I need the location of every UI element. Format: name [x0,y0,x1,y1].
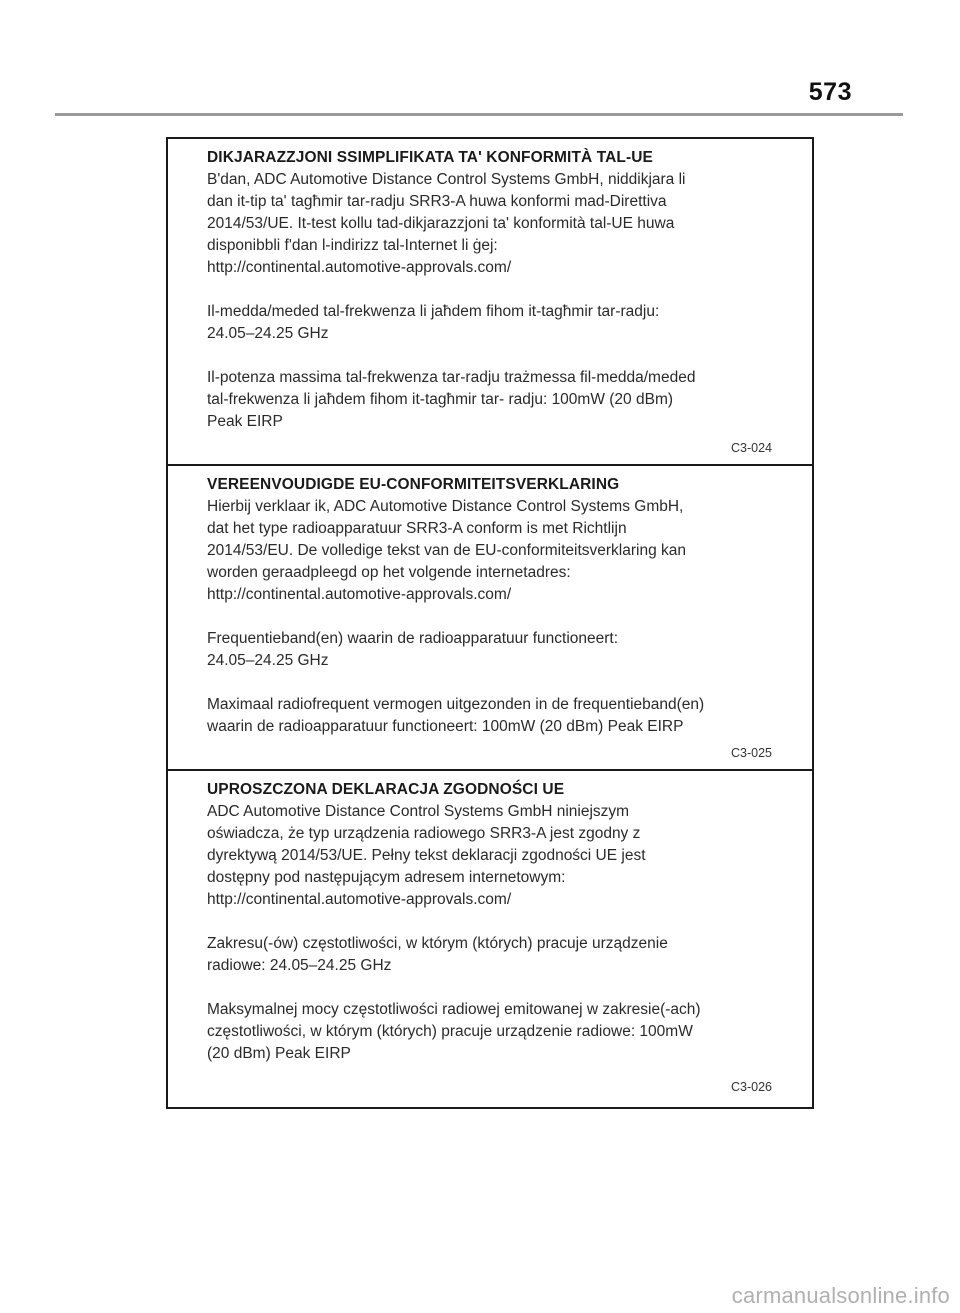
text-line: waarin de radioapparatuur functioneert: 100mW (20 dBm) Peak EIRP [207,718,684,735]
text-line: 24.05–24.25 GHz [207,325,329,342]
text-line: dat het type radioapparatuur SRR3-A conform is met Richtlijn [207,520,627,537]
text-line: dan it-tip ta' tagħmir tar-radju SRR3-A huwa konformi mad-Direttiva [207,193,667,210]
text-line: dyrektywą 2014/53/UE. Pełny tekst deklaracji zgodności UE jest [207,847,646,864]
text-line: Zakresu(-ów) częstotliwości, w którym (których) pracuje urządzenie [207,935,668,952]
text-line: ADC Automotive Distance Control Systems GmbH niniejszym [207,803,630,820]
declaration-title: DIKJARAZZJONI SSIMPLIFIKATA TA' KONFORMITÀ TAL-UE [207,149,653,166]
reference-code: C3-025 [731,746,772,760]
text-line: dostępny pod następującym adresem internetowym: [207,869,566,886]
reference-code: C3-024 [731,441,772,455]
header-rule [55,113,903,116]
text-line: Frequentieband(en) waarin de radioapparatuur functioneert: [207,630,619,647]
declarations-box [166,137,814,1109]
page-number: 573 [808,78,852,106]
text-line: Hierbij verklaar ik, ADC Automotive Distance Control Systems GmbH, [207,498,684,515]
text-line: tal-frekwenza li jaħdem fihom it-tagħmir tar- radju: 100mW (20 dBm) [207,391,674,408]
declaration-title: VEREENVOUDIGDE EU-CONFORMITEITSVERKLARING [207,476,620,493]
text-line: Il-potenza massima tal-frekwenza tar-radju trażmessa fil-medda/meded [207,369,696,386]
url-line: http://continental.automotive-approvals.com/ [207,586,512,603]
text-line: radiowe: 24.05–24.25 GHz [207,957,392,974]
declaration-title: UPROSZCZONA DEKLARACJA ZGODNOŚCI UE [207,781,565,798]
declaration-polish [168,769,812,1107]
text-line: B'dan, ADC Automotive Distance Control Systems GmbH, niddikjara li [207,171,686,188]
url-line: http://continental.automotive-approvals.com/ [207,891,512,908]
text-line: Maksymalnej mocy częstotliwości radiowej emitowanej w zakresie(-ach) [207,1001,701,1018]
text-line: Maximaal radiofrequent vermogen uitgezonden in de frequentieband(en) [207,696,705,713]
text-line: Il-medda/meded tal-frekwenza li jaħdem fihom it-tagħmir tar-radju: [207,303,660,320]
text-line: częstotliwości, w którym (których) pracuje urządzenie radiowe: 100mW [207,1023,693,1040]
url-line: http://continental.automotive-approvals.com/ [207,259,512,276]
text-line: Peak EIRP [207,413,283,430]
text-line: 2014/53/UE. It-test kollu tad-dikjarazzjoni ta' konformità tal-UE huwa [207,215,675,232]
declaration-dutch [168,464,812,769]
text-line: worden geraadpleegd op het volgende internetadres: [207,564,571,581]
watermark: carmanualsonline.info [731,1283,950,1308]
text-line: 24.05–24.25 GHz [207,652,329,669]
text-line: oświadcza, że typ urządzenia radiowego SRR3-A jest zgodny z [207,825,641,842]
text-line: 2014/53/EU. De volledige tekst van de EU-conformiteitsverklaring kan [207,542,687,559]
declaration-maltese [168,139,812,464]
text-line: (20 dBm) Peak EIRP [207,1045,351,1062]
reference-code: C3-026 [731,1080,772,1094]
text-line: disponibbli f'dan l-indirizz tal-Internet li ġej: [207,237,498,254]
